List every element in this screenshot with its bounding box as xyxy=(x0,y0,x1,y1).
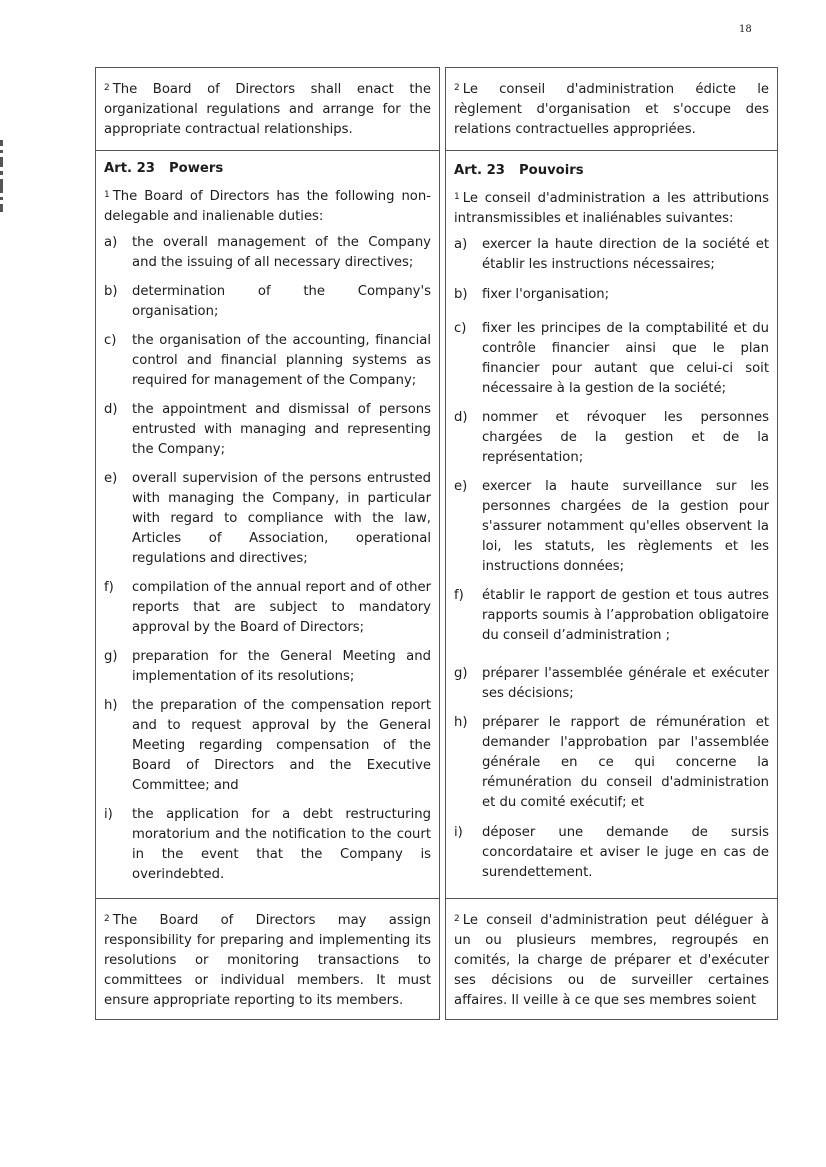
list-item xyxy=(454,664,769,704)
list-marker: h) xyxy=(454,715,468,730)
list-marker: g) xyxy=(104,649,118,664)
list-marker: c) xyxy=(104,333,117,348)
list-marker: b) xyxy=(454,287,468,302)
paragraph-number: 2 xyxy=(454,83,460,93)
paragraph-number: 1 xyxy=(104,190,110,200)
paragraph-text: The Board of Directors has the following non-delegable and inalienable duties: xyxy=(104,189,431,224)
list-item-text: the organisation of the accounting, financial control and financial planning systems as required for management of the Company; xyxy=(132,333,431,388)
article-heading xyxy=(104,159,431,179)
article-number: Art. 23 xyxy=(454,163,505,178)
paragraph-text: Le conseil d'administration a les attributions intransmissibles et inaliénables suivantes: xyxy=(454,191,769,226)
list-item-text: exercer la haute surveillance sur les personnes chargées de la gestion pour s'assurer notamment qu'elles observent la loi, les statuts, les règlements et les instructions données; xyxy=(482,479,769,574)
list-item xyxy=(104,578,431,638)
article-title: Powers xyxy=(168,161,224,176)
list-marker: f) xyxy=(454,588,464,603)
list-item xyxy=(454,713,769,813)
list-marker: e) xyxy=(104,471,118,486)
page-number: 18 xyxy=(739,24,752,35)
list-item-text: établir le rapport de gestion et tous autres rapports soumis à l’approbation obligatoire du conseil d’administration ; xyxy=(482,588,769,643)
list-marker: i) xyxy=(104,807,113,822)
list-item-text: préparer le rapport de rémunération et demander l'approbation par l'assemblée générale en ce qui concerne la rémunération du conseil d'administration et du comité exécutif; et xyxy=(482,715,769,810)
list-item-text: nommer et révoquer les personnes chargées de la gestion et de la représentation; xyxy=(482,410,769,465)
list-item-text: préparer l'assemblée générale et exécuter ses décisions; xyxy=(482,666,769,701)
list-item xyxy=(454,408,769,468)
paragraph-number: 2 xyxy=(454,914,460,924)
bilingual-table xyxy=(95,67,778,1020)
list-marker: b) xyxy=(104,284,118,299)
list-item xyxy=(104,282,431,322)
list-marker: e) xyxy=(454,479,468,494)
list-item-text: the preparation of the compensation report and to request approval by the General Meeting regarding compensation of the Board of Directors and the Executive Committee; and xyxy=(132,698,431,793)
paragraph-text: The Board of Directors shall enact the organizational regulations and arrange for the appropriate contractual relationships. xyxy=(104,82,431,137)
list-marker: a) xyxy=(454,237,468,252)
article-heading xyxy=(454,161,769,181)
english-cell xyxy=(96,68,440,151)
english-cell xyxy=(96,151,440,899)
french-cell xyxy=(446,68,778,151)
paragraph-number: 2 xyxy=(104,83,110,93)
french-cell xyxy=(446,151,778,899)
list-item-text: déposer une demande de sursis concordataire et aviser le juge en cas de surendettement. xyxy=(482,825,769,880)
paragraph xyxy=(454,80,769,140)
paragraph xyxy=(454,189,769,229)
list-marker: h) xyxy=(104,698,118,713)
list-marker: c) xyxy=(454,321,467,336)
table-row xyxy=(96,899,778,1020)
table-row xyxy=(96,151,778,899)
paragraph xyxy=(104,187,431,227)
paragraph-text: Le conseil d'administration édicte le règlement d'organisation et s'occupe des relations contractuelles appropriées. xyxy=(454,82,769,137)
paragraph-text: The Board of Directors may assign responsibility for preparing and implementing its resolutions or monitoring transactions to committees or individual members. It must ensure appropriate reporting to its members. xyxy=(104,913,431,1008)
paragraph xyxy=(104,911,431,1011)
list-marker: d) xyxy=(104,402,118,417)
list-item xyxy=(104,469,431,569)
list-marker: g) xyxy=(454,666,468,681)
article-number: Art. 23 xyxy=(104,161,155,176)
list-item xyxy=(454,319,769,399)
list-item-text: fixer les principes de la comptabilité et du contrôle financier ainsi que le plan financier pour autant que celui-ci soit nécessaire à la gestion de la société; xyxy=(482,321,769,396)
list-item xyxy=(104,400,431,460)
list-item xyxy=(454,586,769,646)
binding-marks xyxy=(0,140,4,280)
paragraph xyxy=(454,911,769,1011)
list-item xyxy=(454,823,769,883)
duties-list xyxy=(454,235,769,883)
article-title: Pouvoirs xyxy=(518,163,584,178)
list-marker: a) xyxy=(104,235,118,250)
list-item xyxy=(104,696,431,796)
list-item xyxy=(104,233,431,273)
list-item xyxy=(104,647,431,687)
list-marker: d) xyxy=(454,410,468,425)
paragraph-number: 1 xyxy=(454,192,460,202)
french-cell xyxy=(446,899,778,1020)
list-item-text: determination of the Company's organisation; xyxy=(132,284,431,319)
list-item xyxy=(454,235,769,275)
paragraph xyxy=(104,80,431,140)
list-item-text: preparation for the General Meeting and implementation of its resolutions; xyxy=(132,649,431,684)
paragraph-text: Le conseil d'administration peut déléguer à un ou plusieurs membres, regroupés en comités, la charge de préparer et d'exécuter ses décisions ou de surveiller certaines affaires. Il veille à ce que ses membres soient xyxy=(454,913,769,1008)
list-item xyxy=(104,805,431,885)
list-marker: f) xyxy=(104,580,114,595)
list-item-text: the overall management of the Company and the issuing of all necessary directives; xyxy=(132,235,431,270)
table-row xyxy=(96,68,778,151)
list-item-text: fixer l'organisation; xyxy=(482,287,610,302)
list-item-text: overall supervision of the persons entrusted with managing the Company, in particular with regard to compliance with the law, Articles of Association, operational regulations and directives; xyxy=(132,471,431,566)
list-item xyxy=(454,477,769,577)
list-item-text: the application for a debt restructuring moratorium and the notification to the court in the event that the Company is overindebted. xyxy=(132,807,431,882)
list-item xyxy=(104,331,431,391)
english-cell xyxy=(96,899,440,1020)
duties-list xyxy=(104,233,431,885)
list-item-text: compilation of the annual report and of other reports that are subject to mandatory approval by the Board of Directors; xyxy=(132,580,431,635)
paragraph-number: 2 xyxy=(104,914,110,924)
list-item-text: the appointment and dismissal of persons entrusted with managing and representing the Company; xyxy=(132,402,431,457)
list-item-text: exercer la haute direction de la société et établir les instructions nécessaires; xyxy=(482,237,769,272)
list-item xyxy=(454,285,769,305)
list-marker: i) xyxy=(454,825,463,840)
